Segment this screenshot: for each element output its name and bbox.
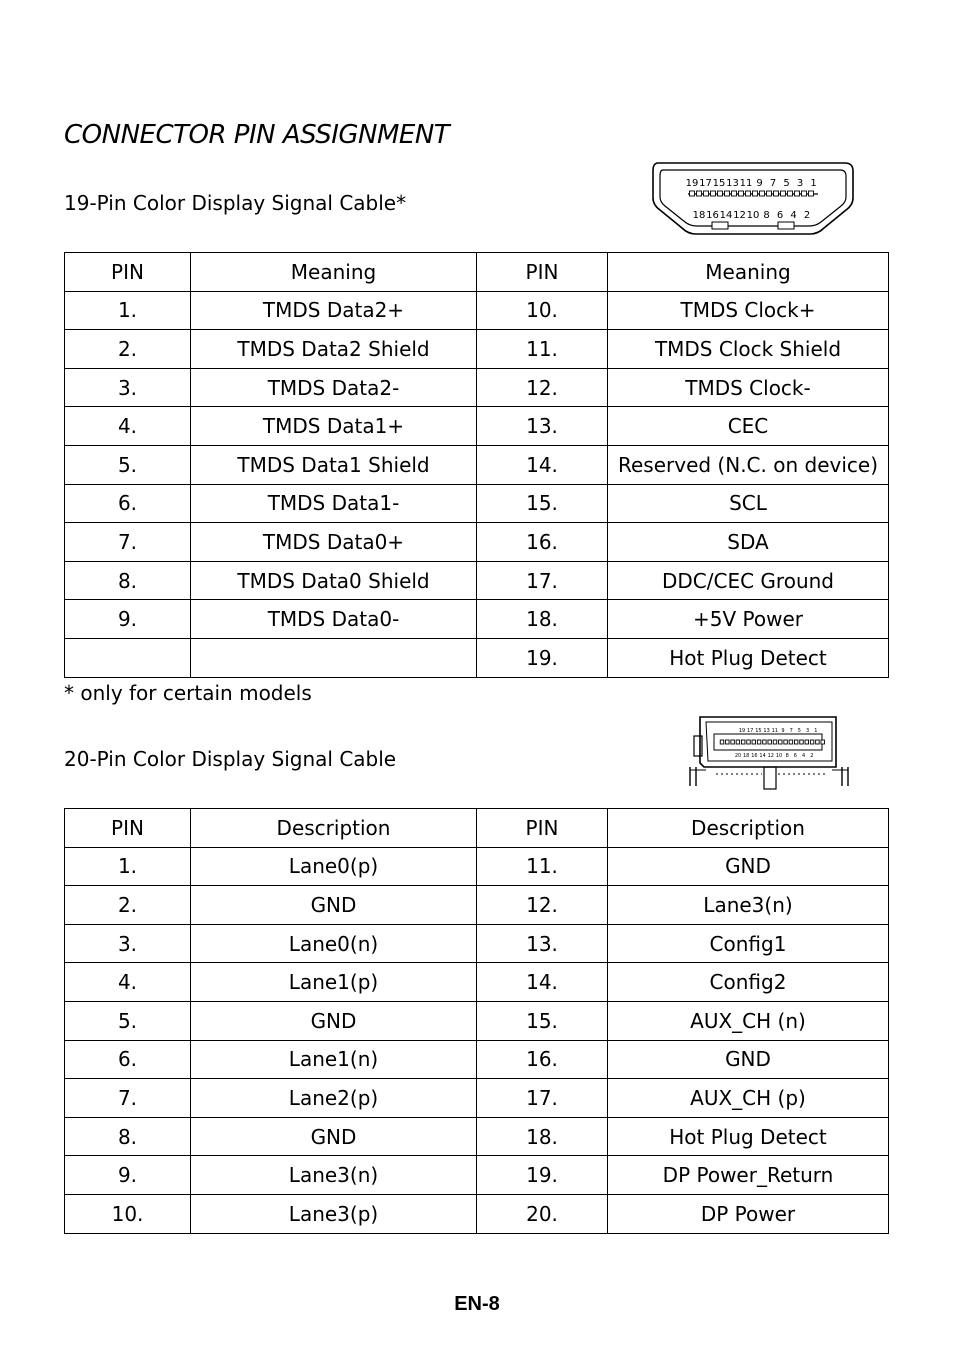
table-row <box>65 291 889 330</box>
pin-number-label: 6 <box>793 753 797 759</box>
pin-number-label: 15 <box>755 728 762 734</box>
pin-description-cell: DP Power_Return <box>608 1156 889 1195</box>
pin-description-cell: +5V Power <box>608 600 889 639</box>
pin-description-cell: GND <box>608 847 889 886</box>
pin-description-cell: TMDS Data2+ <box>191 291 477 330</box>
pin-description-cell: TMDS Data0 Shield <box>191 561 477 600</box>
pin-contact <box>795 191 800 196</box>
pin-number-cell: 16. <box>477 1040 608 1079</box>
pin-description-cell: AUX_CH (p) <box>608 1079 889 1118</box>
pin-description-cell: GND <box>608 1040 889 1079</box>
table-row <box>65 561 889 600</box>
pin-number-cell: 15. <box>477 484 608 523</box>
pin-description-cell: GND <box>191 1117 477 1156</box>
pin-contact <box>760 191 765 196</box>
pin-number-cell: 20. <box>477 1194 608 1233</box>
pin-number-cell: 17. <box>477 1079 608 1118</box>
pin-contact <box>725 191 730 196</box>
table-row <box>65 600 889 639</box>
pin-contact <box>763 740 767 744</box>
hdmi-connector-icon <box>650 160 856 238</box>
column-header: Meaning <box>191 253 477 292</box>
pin-description-cell: Hot Plug Detect <box>608 1117 889 1156</box>
column-header: Meaning <box>608 253 889 292</box>
table-row <box>65 638 889 677</box>
pin-number-label: 7 <box>789 728 793 734</box>
pin-number-label: 4 <box>802 753 806 759</box>
pin-description-cell: SCL <box>608 484 889 523</box>
table-row <box>65 1117 889 1156</box>
pin-contact <box>757 740 761 744</box>
pin-number-cell: 13. <box>477 407 608 446</box>
pin-number-label: 10 <box>775 753 783 759</box>
column-header: Description <box>191 809 477 848</box>
column-header: PIN <box>477 809 608 848</box>
table-row <box>65 847 889 886</box>
pin-number-label: 9 <box>781 728 785 734</box>
pin-description-cell: TMDS Clock+ <box>608 291 889 330</box>
table-row <box>65 484 889 523</box>
dp-caption: 20-Pin Color Display Signal Cable <box>64 747 397 771</box>
pin-number-cell: 8. <box>65 1117 191 1156</box>
pin-contact <box>821 740 825 744</box>
pin-number-cell: 6. <box>65 484 191 523</box>
pin-number-label: 3 <box>806 728 810 734</box>
pin-contact <box>753 191 758 196</box>
pin-contact <box>810 740 814 744</box>
pin-number-cell: 6. <box>65 1040 191 1079</box>
pin-contact <box>768 740 772 744</box>
pin-description-cell: TMDS Data1- <box>191 484 477 523</box>
pin-contact <box>767 191 772 196</box>
pin-number-label: 19 <box>738 728 746 734</box>
pin-description-cell: TMDS Data2 Shield <box>191 330 477 369</box>
pin-number-label: 18 <box>743 753 750 759</box>
pin-contact <box>779 740 783 744</box>
pin-number-label: 17 <box>699 178 712 189</box>
pin-description-cell: TMDS Clock Shield <box>608 330 889 369</box>
table-row <box>65 368 889 407</box>
pin-contact <box>726 740 730 744</box>
pin-description-cell: GND <box>191 886 477 925</box>
pin-number-label: 6 <box>776 210 784 221</box>
pin-contact <box>739 191 744 196</box>
pin-number-label: 14 <box>719 210 733 221</box>
table-row <box>65 445 889 484</box>
pin-number-cell: 2. <box>65 330 191 369</box>
table-row <box>65 886 889 925</box>
pin-description-cell: TMDS Data1+ <box>191 407 477 446</box>
table-row <box>65 924 889 963</box>
pin-number-cell: 4. <box>65 407 191 446</box>
pin-number-cell: 3. <box>65 368 191 407</box>
pin-number-cell: 11. <box>477 330 608 369</box>
table-row <box>65 963 889 1002</box>
hdmi-caption: 19-Pin Color Display Signal Cable* <box>64 191 407 215</box>
pin-number-label: 17 <box>747 728 754 734</box>
pin-number-label: 2 <box>810 753 814 759</box>
table-header-row <box>65 809 889 848</box>
pin-number-label: 5 <box>797 728 801 734</box>
pin-number-cell: 7. <box>65 1079 191 1118</box>
pin-number-label: 13 <box>726 178 739 189</box>
pin-contact <box>731 740 735 744</box>
pin-number-cell: 1. <box>65 291 191 330</box>
pin-contact <box>718 191 723 196</box>
pin-number-cell: 12. <box>477 886 608 925</box>
pin-number-cell: 10. <box>65 1194 191 1233</box>
pin-description-cell: SDA <box>608 523 889 562</box>
pin-number-cell: 2. <box>65 886 191 925</box>
pin-number-cell: 12. <box>477 368 608 407</box>
column-header: Description <box>608 809 889 848</box>
column-header: PIN <box>477 253 608 292</box>
pin-contact <box>752 740 756 744</box>
dp-pin-table <box>64 808 889 1234</box>
pin-number-label: 4 <box>790 210 797 221</box>
table-row <box>65 1001 889 1040</box>
pin-description-cell: Lane1(n) <box>191 1040 477 1079</box>
pin-contact <box>802 191 807 196</box>
pin-number-cell: 9. <box>65 600 191 639</box>
pin-description-cell: TMDS Data2- <box>191 368 477 407</box>
pin-contact <box>736 740 740 744</box>
pin-contact <box>784 740 788 744</box>
pin-number-cell: 11. <box>477 847 608 886</box>
pin-number-cell: 18. <box>477 1117 608 1156</box>
pin-contact <box>794 740 798 744</box>
pin-number-cell: 14. <box>477 445 608 484</box>
pin-description-cell: TMDS Data0- <box>191 600 477 639</box>
pin-contact <box>704 191 709 196</box>
pin-contact <box>816 740 820 744</box>
pin-contact <box>773 740 777 744</box>
pin-number-label: 1 <box>810 178 817 189</box>
pin-number-label: 1 <box>814 728 818 734</box>
pin-number-cell: 7. <box>65 523 191 562</box>
table-row <box>65 1194 889 1233</box>
pin-contact <box>690 191 695 196</box>
pin-description-cell: GND <box>191 1001 477 1040</box>
pin-number-cell: 13. <box>477 924 608 963</box>
pin-number-label: 8 <box>763 210 770 221</box>
pin-description-cell: Config1 <box>608 924 889 963</box>
pin-number-label: 19 <box>685 178 699 189</box>
pin-description-cell: Lane3(n) <box>191 1156 477 1195</box>
pin-number-label: 5 <box>783 178 790 189</box>
pin-number-cell: 14. <box>477 963 608 1002</box>
pin-description-cell: TMDS Data0+ <box>191 523 477 562</box>
pin-description-cell: Lane3(n) <box>608 886 889 925</box>
pin-description-cell: Lane0(n) <box>191 924 477 963</box>
pin-number-cell: 5. <box>65 1001 191 1040</box>
pin-number-cell: 19. <box>477 638 608 677</box>
pin-number-label: 12 <box>767 753 774 759</box>
pin-number-label: 11 <box>739 178 753 189</box>
column-header: PIN <box>65 809 191 848</box>
pin-number-label: 7 <box>769 178 777 189</box>
pin-number-label: 16 <box>706 210 719 221</box>
pin-number-cell: 19. <box>477 1156 608 1195</box>
pin-contact <box>711 191 716 196</box>
pin-number-cell: 9. <box>65 1156 191 1195</box>
pin-number-label: 20 <box>734 753 742 759</box>
pin-number-label: 14 <box>759 753 766 759</box>
pin-number-label: 9 <box>756 178 763 189</box>
pin-contact <box>732 191 737 196</box>
table-header-row <box>65 253 889 292</box>
pin-contact <box>809 191 814 196</box>
pin-description-cell: Lane2(p) <box>191 1079 477 1118</box>
pin-contact <box>747 740 751 744</box>
pin-number-label: 8 <box>785 753 789 759</box>
pin-number-cell: 1. <box>65 847 191 886</box>
footnote: * only for certain models <box>64 681 312 705</box>
pin-contact <box>788 191 793 196</box>
pin-number-label: 3 <box>796 178 804 189</box>
pin-contact <box>781 191 786 196</box>
pin-description-cell: DDC/CEC Ground <box>608 561 889 600</box>
pin-contact <box>805 740 809 744</box>
hdmi-pin-table <box>64 252 889 678</box>
table-row <box>65 407 889 446</box>
pin-number-label: 10 <box>746 210 760 221</box>
pin-contact <box>789 740 793 744</box>
pin-number-cell: 4. <box>65 963 191 1002</box>
pin-number-cell: 15. <box>477 1001 608 1040</box>
pin-description-cell: DP Power <box>608 1194 889 1233</box>
pin-description-cell: Lane1(p) <box>191 963 477 1002</box>
pin-number-label: 13 <box>763 728 770 734</box>
pin-number-cell: 16. <box>477 523 608 562</box>
page-number: EN-8 <box>454 1293 500 1315</box>
pin-number-label: 12 <box>733 210 746 221</box>
table-row <box>65 1156 889 1195</box>
pin-number-label: 11 <box>771 728 778 734</box>
pin-description-cell: TMDS Clock- <box>608 368 889 407</box>
pin-contact <box>746 191 751 196</box>
pin-description-cell: Lane0(p) <box>191 847 477 886</box>
page-title: CONNECTOR PIN ASSIGNMENT <box>64 120 450 150</box>
pin-description-cell: Hot Plug Detect <box>608 638 889 677</box>
pin-number-label: 16 <box>751 753 758 759</box>
pin-number-cell: 5. <box>65 445 191 484</box>
pin-description-cell: AUX_CH (n) <box>608 1001 889 1040</box>
pin-number-cell <box>65 638 191 677</box>
pin-number-label: 18 <box>692 210 706 221</box>
pin-description-cell: Lane3(p) <box>191 1194 477 1233</box>
displayport-connector-icon <box>686 712 852 792</box>
pin-contact <box>774 191 779 196</box>
pin-description-cell <box>191 638 477 677</box>
table-row <box>65 330 889 369</box>
table-row <box>65 1040 889 1079</box>
pin-number-cell: 18. <box>477 600 608 639</box>
pin-description-cell: Reserved (N.C. on device) <box>608 445 889 484</box>
table-row <box>65 523 889 562</box>
pin-contact <box>720 740 724 744</box>
pin-description-cell: CEC <box>608 407 889 446</box>
table-row <box>65 1079 889 1118</box>
pin-description-cell: TMDS Data1 Shield <box>191 445 477 484</box>
column-header: PIN <box>65 253 191 292</box>
pin-number-label: 15 <box>712 178 726 189</box>
pin-number-cell: 10. <box>477 291 608 330</box>
pin-description-cell: Config2 <box>608 963 889 1002</box>
pin-number-cell: 3. <box>65 924 191 963</box>
pin-number-cell: 8. <box>65 561 191 600</box>
pin-contact <box>741 740 745 744</box>
pin-number-cell: 17. <box>477 561 608 600</box>
pin-contact <box>800 740 804 744</box>
pin-number-label: 2 <box>803 210 811 221</box>
pin-contact <box>697 191 702 196</box>
